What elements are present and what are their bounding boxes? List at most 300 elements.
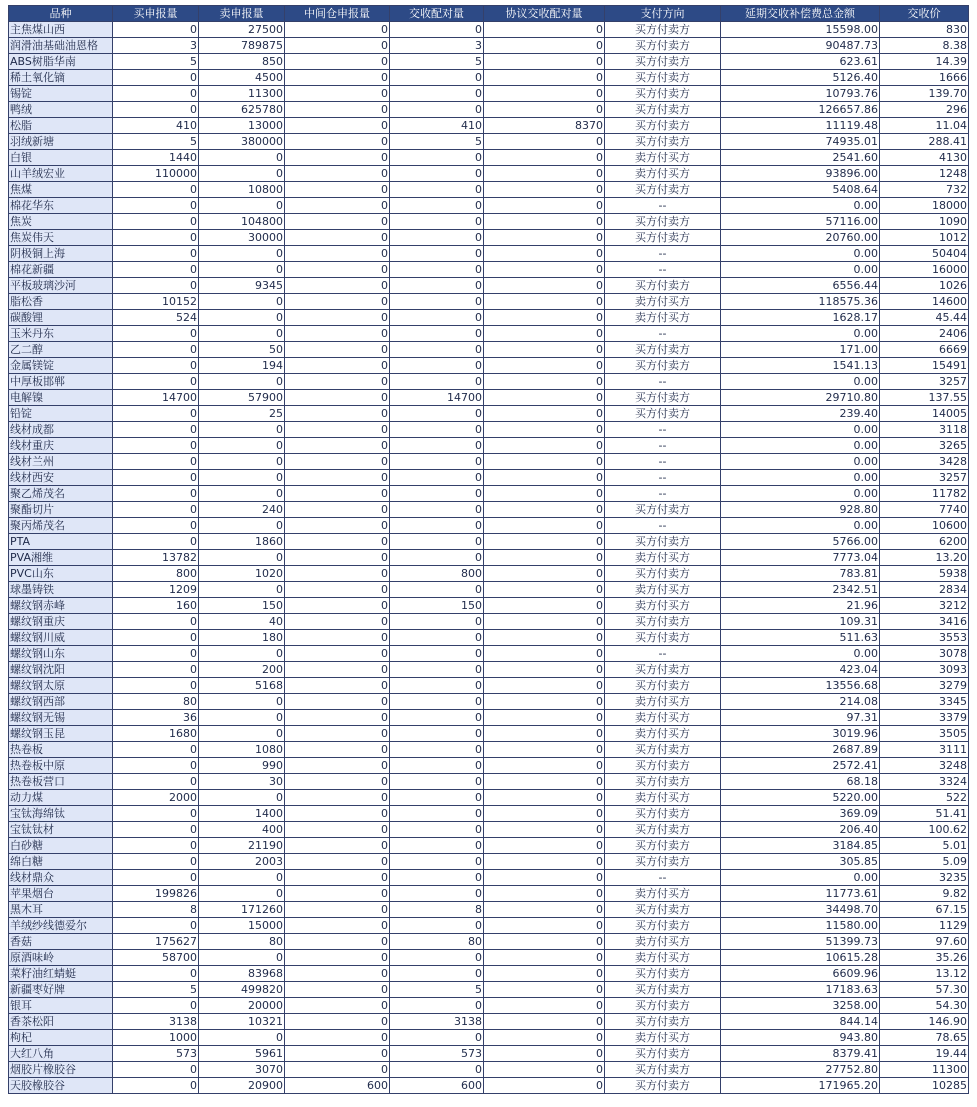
table-row — [9, 310, 969, 326]
compensation-cell: 0.00 — [721, 262, 880, 278]
pay-direction-cell: 买方付卖方 — [605, 854, 721, 870]
middle-qty-cell: 0 — [285, 806, 390, 822]
variety-cell: 枸杞 — [9, 1030, 113, 1046]
variety-cell: 天胶橡胶谷 — [9, 1078, 113, 1094]
middle-qty-cell: 0 — [285, 214, 390, 230]
variety-cell: 锡锭 — [9, 86, 113, 102]
header-row — [9, 6, 969, 22]
price-cell: 7740 — [880, 502, 969, 518]
compensation-cell: 0.00 — [721, 870, 880, 886]
agreement-qty-cell: 0 — [484, 854, 605, 870]
sell-qty-cell: 11300 — [199, 86, 285, 102]
pay-direction-cell: 买方付卖方 — [605, 102, 721, 118]
sell-qty-cell: 0 — [199, 550, 285, 566]
agreement-qty-cell: 0 — [484, 998, 605, 1014]
matched-qty-cell: 0 — [390, 886, 484, 902]
agreement-qty-cell: 0 — [484, 614, 605, 630]
variety-cell: 主焦煤山西 — [9, 22, 113, 38]
compensation-cell: 11773.61 — [721, 886, 880, 902]
middle-qty-cell: 0 — [285, 118, 390, 134]
variety-cell: 焦炭 — [9, 214, 113, 230]
agreement-qty-cell: 0 — [484, 1046, 605, 1062]
agreement-qty-cell: 0 — [484, 422, 605, 438]
middle-qty-cell: 0 — [285, 1046, 390, 1062]
col-header-compensation: 延期交收补偿费总金额 — [721, 6, 880, 22]
table-row — [9, 854, 969, 870]
compensation-cell: 20760.00 — [721, 230, 880, 246]
agreement-qty-cell: 0 — [484, 950, 605, 966]
compensation-cell: 2541.60 — [721, 150, 880, 166]
table-row — [9, 694, 969, 710]
variety-cell: 热卷板营口 — [9, 774, 113, 790]
agreement-qty-cell: 0 — [484, 694, 605, 710]
pay-direction-cell: 买方付卖方 — [605, 998, 721, 1014]
variety-cell: 山羊绒宏业 — [9, 166, 113, 182]
agreement-qty-cell: 0 — [484, 838, 605, 854]
table-row — [9, 790, 969, 806]
pay-direction-cell: 卖方付买方 — [605, 886, 721, 902]
price-cell: 97.60 — [880, 934, 969, 950]
sell-qty-cell: 0 — [199, 870, 285, 886]
agreement-qty-cell: 0 — [484, 774, 605, 790]
matched-qty-cell: 0 — [390, 822, 484, 838]
compensation-cell: 5220.00 — [721, 790, 880, 806]
compensation-cell: 17183.63 — [721, 982, 880, 998]
price-cell: 11300 — [880, 1062, 969, 1078]
sell-qty-cell: 0 — [199, 886, 285, 902]
matched-qty-cell: 0 — [390, 790, 484, 806]
agreement-qty-cell: 0 — [484, 886, 605, 902]
compensation-cell: 11580.00 — [721, 918, 880, 934]
compensation-cell: 15598.00 — [721, 22, 880, 38]
table-container — [8, 5, 969, 1094]
variety-cell: 白银 — [9, 150, 113, 166]
pay-direction-cell: -- — [605, 246, 721, 262]
compensation-cell: 511.63 — [721, 630, 880, 646]
pay-direction-cell: 买方付卖方 — [605, 182, 721, 198]
middle-qty-cell: 0 — [285, 1062, 390, 1078]
matched-qty-cell: 0 — [390, 966, 484, 982]
middle-qty-cell: 0 — [285, 534, 390, 550]
compensation-cell: 0.00 — [721, 198, 880, 214]
middle-qty-cell: 0 — [285, 822, 390, 838]
price-cell: 3324 — [880, 774, 969, 790]
table-row — [9, 838, 969, 854]
pay-direction-cell: 买方付卖方 — [605, 662, 721, 678]
variety-cell: 线材鼎众 — [9, 870, 113, 886]
matched-qty-cell: 0 — [390, 102, 484, 118]
variety-cell: 稀土氧化镝 — [9, 70, 113, 86]
buy-qty-cell: 0 — [113, 182, 199, 198]
sell-qty-cell: 499820 — [199, 982, 285, 998]
pay-direction-cell: 买方付卖方 — [605, 534, 721, 550]
compensation-cell: 34498.70 — [721, 902, 880, 918]
sell-qty-cell: 30 — [199, 774, 285, 790]
buy-qty-cell: 0 — [113, 198, 199, 214]
middle-qty-cell: 0 — [285, 902, 390, 918]
middle-qty-cell: 0 — [285, 230, 390, 246]
compensation-cell: 783.81 — [721, 566, 880, 582]
matched-qty-cell: 8 — [390, 902, 484, 918]
compensation-cell: 0.00 — [721, 326, 880, 342]
variety-cell: 热卷板 — [9, 742, 113, 758]
matched-qty-cell: 0 — [390, 278, 484, 294]
buy-qty-cell: 0 — [113, 262, 199, 278]
table-row — [9, 278, 969, 294]
sell-qty-cell: 1080 — [199, 742, 285, 758]
matched-qty-cell: 0 — [390, 950, 484, 966]
matched-qty-cell: 0 — [390, 230, 484, 246]
pay-direction-cell: 卖方付买方 — [605, 550, 721, 566]
price-cell: 10285 — [880, 1078, 969, 1094]
price-cell: 3257 — [880, 374, 969, 390]
sell-qty-cell: 150 — [199, 598, 285, 614]
variety-cell: 线材西安 — [9, 470, 113, 486]
agreement-qty-cell: 0 — [484, 310, 605, 326]
pay-direction-cell: 买方付卖方 — [605, 1062, 721, 1078]
matched-qty-cell: 0 — [390, 758, 484, 774]
compensation-cell: 206.40 — [721, 822, 880, 838]
matched-qty-cell: 0 — [390, 358, 484, 374]
price-cell: 830 — [880, 22, 969, 38]
compensation-cell: 126657.86 — [721, 102, 880, 118]
price-cell: 19.44 — [880, 1046, 969, 1062]
matched-qty-cell: 0 — [390, 246, 484, 262]
agreement-qty-cell: 0 — [484, 54, 605, 70]
price-cell: 5.09 — [880, 854, 969, 870]
table-row — [9, 1078, 969, 1094]
sell-qty-cell: 789875 — [199, 38, 285, 54]
table-row — [9, 134, 969, 150]
table-row — [9, 486, 969, 502]
price-cell: 18000 — [880, 198, 969, 214]
table-row — [9, 598, 969, 614]
variety-cell: 碳酸锂 — [9, 310, 113, 326]
pay-direction-cell: 买方付卖方 — [605, 1078, 721, 1094]
variety-cell: PVA湘维 — [9, 550, 113, 566]
sell-qty-cell: 4500 — [199, 70, 285, 86]
price-cell: 45.44 — [880, 310, 969, 326]
table-row — [9, 438, 969, 454]
matched-qty-cell: 0 — [390, 662, 484, 678]
compensation-cell: 0.00 — [721, 438, 880, 454]
buy-qty-cell: 1209 — [113, 582, 199, 598]
agreement-qty-cell: 0 — [484, 406, 605, 422]
table-row — [9, 230, 969, 246]
pay-direction-cell: 买方付卖方 — [605, 758, 721, 774]
variety-cell: 螺纹钢山东 — [9, 646, 113, 662]
buy-qty-cell: 13782 — [113, 550, 199, 566]
price-cell: 296 — [880, 102, 969, 118]
agreement-qty-cell: 0 — [484, 710, 605, 726]
buy-qty-cell: 0 — [113, 86, 199, 102]
price-cell: 10600 — [880, 518, 969, 534]
middle-qty-cell: 0 — [285, 630, 390, 646]
middle-qty-cell: 0 — [285, 726, 390, 742]
table-row — [9, 822, 969, 838]
middle-qty-cell: 0 — [285, 166, 390, 182]
buy-qty-cell: 0 — [113, 518, 199, 534]
price-cell: 13.12 — [880, 966, 969, 982]
agreement-qty-cell: 0 — [484, 1062, 605, 1078]
table-row — [9, 118, 969, 134]
compensation-cell: 928.80 — [721, 502, 880, 518]
compensation-cell: 118575.36 — [721, 294, 880, 310]
pay-direction-cell: -- — [605, 262, 721, 278]
table-row — [9, 358, 969, 374]
sell-qty-cell: 0 — [199, 582, 285, 598]
matched-qty-cell: 0 — [390, 454, 484, 470]
price-cell: 732 — [880, 182, 969, 198]
sell-qty-cell: 40 — [199, 614, 285, 630]
table-row — [9, 262, 969, 278]
sell-qty-cell: 0 — [199, 326, 285, 342]
agreement-qty-cell: 0 — [484, 934, 605, 950]
table-row — [9, 806, 969, 822]
matched-qty-cell: 0 — [390, 70, 484, 86]
middle-qty-cell: 0 — [285, 182, 390, 198]
agreement-qty-cell: 0 — [484, 214, 605, 230]
matched-qty-cell: 0 — [390, 422, 484, 438]
matched-qty-cell: 0 — [390, 742, 484, 758]
matched-qty-cell: 5 — [390, 982, 484, 998]
matched-qty-cell: 0 — [390, 502, 484, 518]
sell-qty-cell: 0 — [199, 486, 285, 502]
pay-direction-cell: 买方付卖方 — [605, 86, 721, 102]
middle-qty-cell: 0 — [285, 198, 390, 214]
variety-cell: 羊绒纱线德爱尔 — [9, 918, 113, 934]
compensation-cell: 0.00 — [721, 470, 880, 486]
matched-qty-cell: 0 — [390, 326, 484, 342]
compensation-cell: 171965.20 — [721, 1078, 880, 1094]
middle-qty-cell: 0 — [285, 470, 390, 486]
compensation-cell: 10793.76 — [721, 86, 880, 102]
matched-qty-cell: 80 — [390, 934, 484, 950]
middle-qty-cell: 0 — [285, 390, 390, 406]
agreement-qty-cell: 0 — [484, 726, 605, 742]
matched-qty-cell: 0 — [390, 694, 484, 710]
table-row — [9, 950, 969, 966]
price-cell: 3212 — [880, 598, 969, 614]
middle-qty-cell: 0 — [285, 886, 390, 902]
sell-qty-cell: 0 — [199, 726, 285, 742]
sell-qty-cell: 1020 — [199, 566, 285, 582]
variety-cell: 螺纹钢川威 — [9, 630, 113, 646]
price-cell: 3265 — [880, 438, 969, 454]
variety-cell: 平板玻璃沙河 — [9, 278, 113, 294]
buy-qty-cell: 175627 — [113, 934, 199, 950]
price-cell: 16000 — [880, 262, 969, 278]
price-cell: 5938 — [880, 566, 969, 582]
sell-qty-cell: 200 — [199, 662, 285, 678]
sell-qty-cell: 10321 — [199, 1014, 285, 1030]
col-header-agreement-qty: 协议交收配对量 — [484, 6, 605, 22]
variety-cell: 线材兰州 — [9, 454, 113, 470]
price-cell: 3078 — [880, 646, 969, 662]
buy-qty-cell: 1440 — [113, 150, 199, 166]
pay-direction-cell: 买方付卖方 — [605, 614, 721, 630]
middle-qty-cell: 0 — [285, 566, 390, 582]
middle-qty-cell: 0 — [285, 86, 390, 102]
buy-qty-cell: 0 — [113, 870, 199, 886]
middle-qty-cell: 0 — [285, 1014, 390, 1030]
agreement-qty-cell: 0 — [484, 390, 605, 406]
table-row — [9, 166, 969, 182]
middle-qty-cell: 0 — [285, 854, 390, 870]
buy-qty-cell: 0 — [113, 22, 199, 38]
pay-direction-cell: 卖方付买方 — [605, 790, 721, 806]
middle-qty-cell: 0 — [285, 710, 390, 726]
agreement-qty-cell: 0 — [484, 358, 605, 374]
middle-qty-cell: 0 — [285, 502, 390, 518]
pay-direction-cell: -- — [605, 518, 721, 534]
matched-qty-cell: 0 — [390, 582, 484, 598]
sell-qty-cell: 0 — [199, 166, 285, 182]
price-cell: 6200 — [880, 534, 969, 550]
variety-cell: 螺纹钢无锡 — [9, 710, 113, 726]
middle-qty-cell: 0 — [285, 486, 390, 502]
variety-cell: 螺纹钢赤峰 — [9, 598, 113, 614]
table-row — [9, 1046, 969, 1062]
buy-qty-cell: 0 — [113, 374, 199, 390]
variety-cell: 螺纹钢玉昆 — [9, 726, 113, 742]
compensation-cell: 623.61 — [721, 54, 880, 70]
agreement-qty-cell: 0 — [484, 294, 605, 310]
price-cell: 3093 — [880, 662, 969, 678]
pay-direction-cell: 卖方付买方 — [605, 598, 721, 614]
price-cell: 3118 — [880, 422, 969, 438]
pay-direction-cell: 买方付卖方 — [605, 358, 721, 374]
table-row — [9, 246, 969, 262]
price-cell: 3248 — [880, 758, 969, 774]
price-cell: 288.41 — [880, 134, 969, 150]
matched-qty-cell: 0 — [390, 918, 484, 934]
agreement-qty-cell: 0 — [484, 646, 605, 662]
agreement-qty-cell: 0 — [484, 550, 605, 566]
sell-qty-cell: 0 — [199, 518, 285, 534]
price-cell: 8.38 — [880, 38, 969, 54]
table-row — [9, 406, 969, 422]
agreement-qty-cell: 0 — [484, 822, 605, 838]
col-header-sell-qty: 卖申报量 — [199, 6, 285, 22]
buy-qty-cell: 14700 — [113, 390, 199, 406]
agreement-qty-cell: 0 — [484, 182, 605, 198]
variety-cell: 棉花华东 — [9, 198, 113, 214]
matched-qty-cell: 0 — [390, 1030, 484, 1046]
buy-qty-cell: 0 — [113, 806, 199, 822]
sell-qty-cell: 0 — [199, 294, 285, 310]
price-cell: 51.41 — [880, 806, 969, 822]
buy-qty-cell: 0 — [113, 502, 199, 518]
sell-qty-cell: 21190 — [199, 838, 285, 854]
variety-cell: 黑木耳 — [9, 902, 113, 918]
middle-qty-cell: 0 — [285, 918, 390, 934]
price-cell: 3505 — [880, 726, 969, 742]
sell-qty-cell: 240 — [199, 502, 285, 518]
table-row — [9, 390, 969, 406]
variety-cell: 球墨铸铁 — [9, 582, 113, 598]
variety-cell: 宝钛海绵钛 — [9, 806, 113, 822]
pay-direction-cell: 卖方付买方 — [605, 310, 721, 326]
price-cell: 3428 — [880, 454, 969, 470]
sell-qty-cell: 0 — [199, 374, 285, 390]
pay-direction-cell: 卖方付买方 — [605, 150, 721, 166]
compensation-cell: 7773.04 — [721, 550, 880, 566]
middle-qty-cell: 0 — [285, 982, 390, 998]
compensation-cell: 5126.40 — [721, 70, 880, 86]
matched-qty-cell: 0 — [390, 614, 484, 630]
col-header-pay-direction: 支付方向 — [605, 6, 721, 22]
variety-cell: 中厚板邯郸 — [9, 374, 113, 390]
buy-qty-cell: 0 — [113, 646, 199, 662]
agreement-qty-cell: 0 — [484, 70, 605, 86]
matched-qty-cell: 0 — [390, 262, 484, 278]
price-cell: 3379 — [880, 710, 969, 726]
pay-direction-cell: 买方付卖方 — [605, 54, 721, 70]
buy-qty-cell: 0 — [113, 406, 199, 422]
pay-direction-cell: -- — [605, 646, 721, 662]
matched-qty-cell: 0 — [390, 998, 484, 1014]
variety-cell: 银耳 — [9, 998, 113, 1014]
price-cell: 2834 — [880, 582, 969, 598]
pay-direction-cell: 卖方付买方 — [605, 934, 721, 950]
middle-qty-cell: 0 — [285, 438, 390, 454]
middle-qty-cell: 0 — [285, 598, 390, 614]
sell-qty-cell: 0 — [199, 310, 285, 326]
buy-qty-cell: 0 — [113, 614, 199, 630]
agreement-qty-cell: 0 — [484, 326, 605, 342]
buy-qty-cell: 0 — [113, 102, 199, 118]
buy-qty-cell: 0 — [113, 230, 199, 246]
sell-qty-cell: 3070 — [199, 1062, 285, 1078]
sell-qty-cell: 10800 — [199, 182, 285, 198]
price-cell: 137.55 — [880, 390, 969, 406]
sell-qty-cell: 0 — [199, 694, 285, 710]
compensation-cell: 90487.73 — [721, 38, 880, 54]
matched-qty-cell: 0 — [390, 726, 484, 742]
compensation-cell: 0.00 — [721, 518, 880, 534]
compensation-cell: 369.09 — [721, 806, 880, 822]
compensation-cell: 11119.48 — [721, 118, 880, 134]
table-row — [9, 678, 969, 694]
matched-qty-cell: 5 — [390, 134, 484, 150]
agreement-qty-cell: 0 — [484, 966, 605, 982]
pay-direction-cell: 卖方付买方 — [605, 166, 721, 182]
variety-cell: 聚丙烯茂名 — [9, 518, 113, 534]
col-header-middle-qty: 中间仓申报量 — [285, 6, 390, 22]
table-row — [9, 102, 969, 118]
price-cell: 9.82 — [880, 886, 969, 902]
middle-qty-cell: 0 — [285, 870, 390, 886]
matched-qty-cell: 0 — [390, 870, 484, 886]
matched-qty-cell: 0 — [390, 294, 484, 310]
table-row — [9, 742, 969, 758]
buy-qty-cell: 0 — [113, 470, 199, 486]
table-row — [9, 550, 969, 566]
middle-qty-cell: 0 — [285, 742, 390, 758]
agreement-qty-cell: 0 — [484, 278, 605, 294]
table-row — [9, 22, 969, 38]
table-row — [9, 326, 969, 342]
buy-qty-cell: 1680 — [113, 726, 199, 742]
agreement-qty-cell: 0 — [484, 198, 605, 214]
middle-qty-cell: 0 — [285, 374, 390, 390]
variety-cell: 热卷板中原 — [9, 758, 113, 774]
sell-qty-cell: 0 — [199, 454, 285, 470]
agreement-qty-cell: 0 — [484, 902, 605, 918]
pay-direction-cell: 买方付卖方 — [605, 342, 721, 358]
price-cell: 3345 — [880, 694, 969, 710]
